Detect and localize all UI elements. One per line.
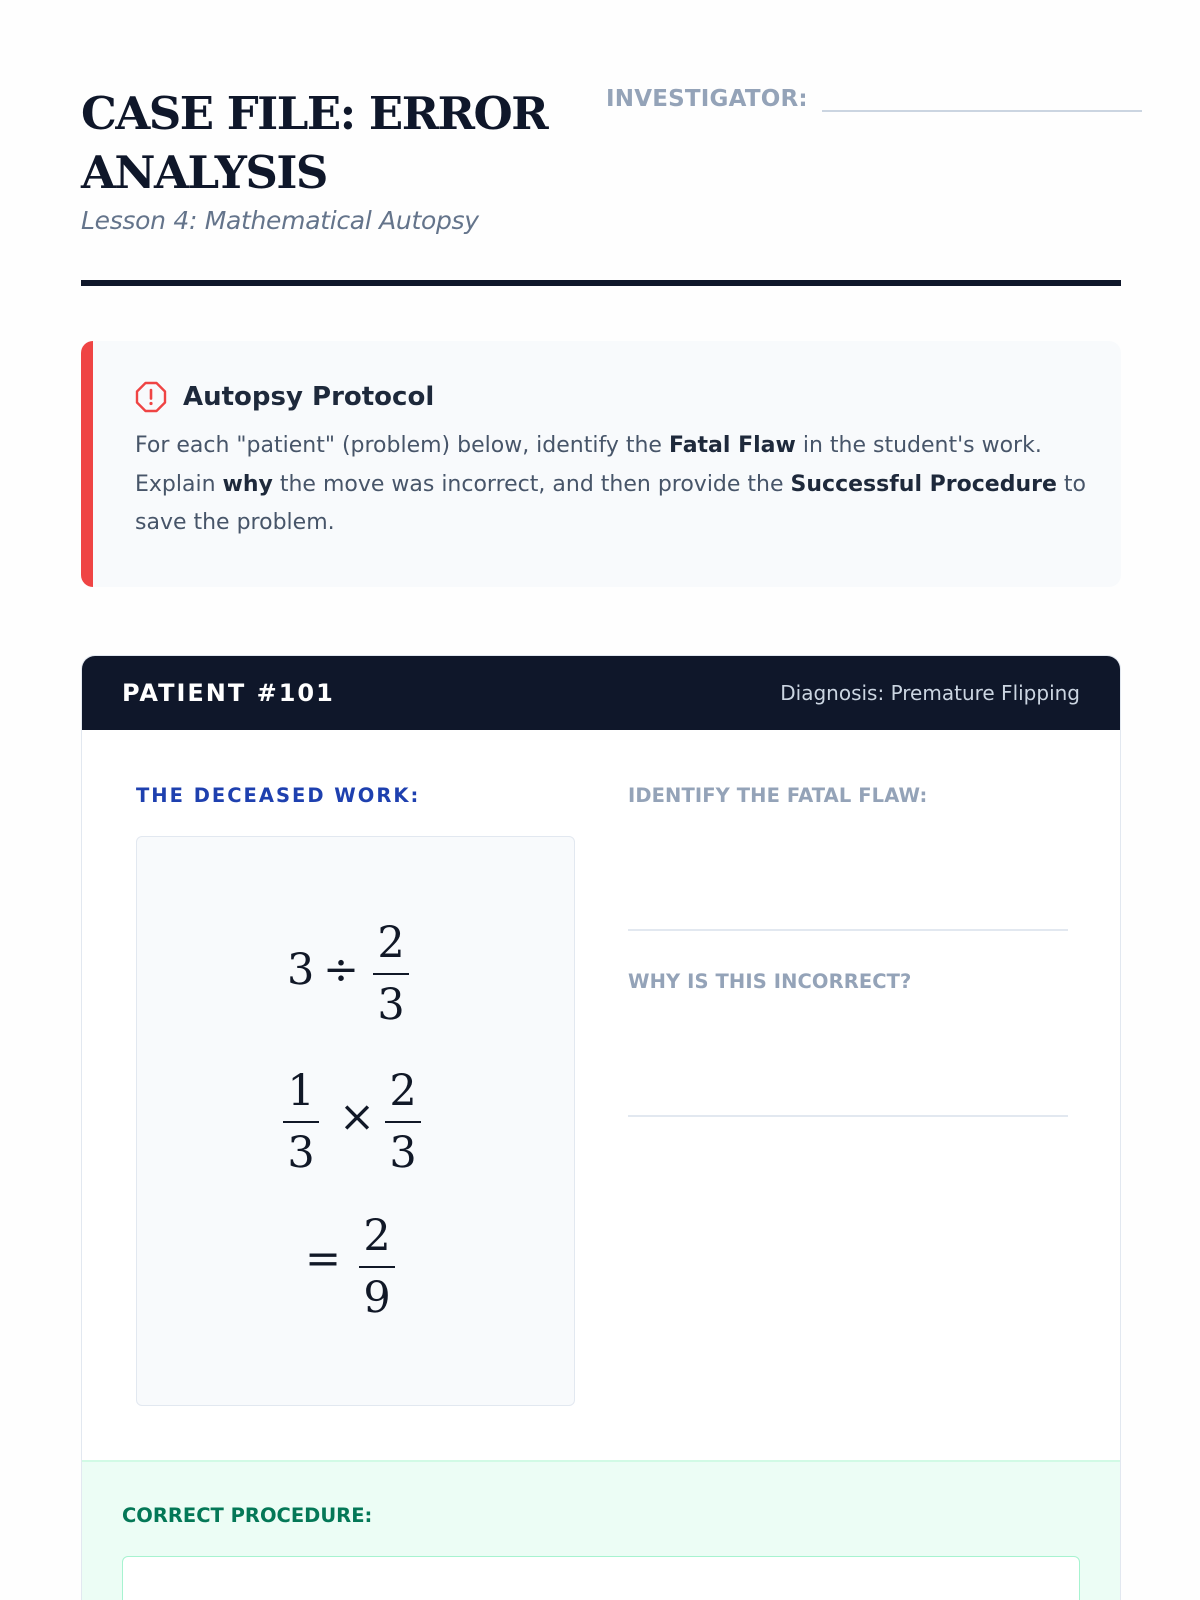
protocol-instructions: For each "patient" (problem) below, identify the Fatal Flaw in the student's work. Explain why the move was incorrect, and then provide the Successful Procedure to save the problem. <box>135 433 1086 535</box>
protocol-title: Autopsy Protocol <box>183 382 435 412</box>
why-incorrect-label: WHY IS THIS INCORRECT? <box>628 970 912 993</box>
work-line1-fraction: 2 3 <box>371 921 411 1027</box>
deceased-work-box <box>136 836 575 1406</box>
correct-procedure-label: CORRECT PROCEDURE: <box>122 1504 373 1527</box>
investigator-field <box>606 86 1142 112</box>
alert-octagon-icon <box>135 381 167 413</box>
patient-diagnosis: Diagnosis: Premature Flipping <box>780 681 1080 705</box>
correct-procedure-input[interactable] <box>122 1556 1080 1600</box>
work-line1-operator: ÷ <box>323 945 360 995</box>
why-incorrect-input-line[interactable] <box>628 1115 1068 1117</box>
fatal-flaw-label: IDENTIFY THE FATAL FLAW: <box>628 784 928 807</box>
page-subtitle: Lesson 4: Mathematical Autopsy <box>81 206 479 235</box>
investigator-label: INVESTIGATOR: <box>606 86 808 112</box>
work-line2-operator: × <box>339 1092 376 1142</box>
work-line1-whole: 3 <box>287 945 315 995</box>
correct-procedure-section <box>82 1460 1121 1600</box>
work-line3-equals: = <box>305 1234 342 1284</box>
fatal-flaw-input-line[interactable] <box>628 929 1068 931</box>
deceased-work-label: THE DECEASED WORK: <box>136 784 421 807</box>
patient-id: PATIENT #101 <box>122 679 335 707</box>
patient-card-header <box>82 656 1120 730</box>
work-line2-fraction-a: 1 3 <box>281 1069 321 1175</box>
work-line2-fraction-b: 2 3 <box>383 1069 423 1175</box>
protocol-callout <box>81 341 1121 587</box>
header-divider <box>81 280 1121 286</box>
page-title: CASE FILE: ERROR ANALYSIS <box>81 87 548 199</box>
investigator-input-line[interactable] <box>822 92 1142 112</box>
patient-card <box>81 655 1121 1600</box>
protocol-heading <box>135 381 1121 413</box>
work-line3-fraction: 2 9 <box>357 1214 397 1320</box>
worksheet-header <box>81 84 1121 289</box>
